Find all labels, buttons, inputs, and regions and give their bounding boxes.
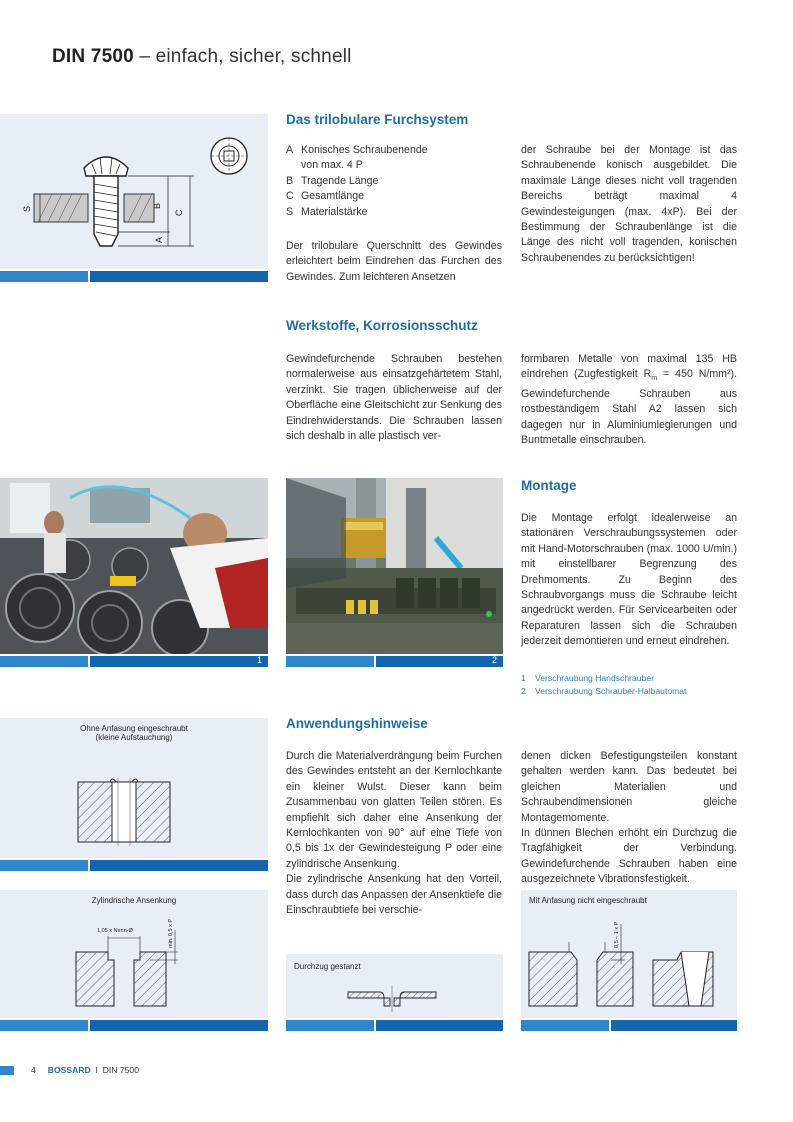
divider-bar <box>0 860 268 871</box>
legend-item: B Tragende Länge <box>286 174 379 187</box>
legend-item: S Materialstärke <box>286 205 368 218</box>
furchsystem-text-right: der Schraube bei der Montage ist das Schraubenende konisch ausgebildet. Die maximale Länge dieses nicht voll tragenden Bereichs beträgt maximal 4 Gewindesteigungen (max. 4xP). Bei der Bestimmung der Schraubenlänge ist die Länge des nicht voll tragenden, konischen Schraubenendes zu berücksichtigen! <box>521 144 737 264</box>
heading-anwendungshinweise: Anwendungshinweise <box>286 716 428 731</box>
fig2-dim-depth: min. 0,5 x P <box>168 918 174 948</box>
furchsystem-text-left: Der trilobulare Querschnitt des Gewindes erleichtert beim Eindrehen das Furchen des Gewindes. Zum leichteren Ansetzen <box>286 240 502 283</box>
fig2-dim-diameter: 1,05 x Nenn-Ø <box>97 928 133 934</box>
heading-werkstoffe: Werkstoffe, Korrosionsschutz <box>286 318 478 333</box>
fig4-dim-depth: 0,5 – 1 x P <box>614 921 620 948</box>
werkstoffe-text-right: formbaren Metalle von maximal 135 HB eindrehen (Zugfestigkeit $R_m = 450$ N/mm²). Gewindefurchende Schrauben aus rostbeständigem Stahl A2 lassen sich dagegen nur in Aluminiumlegierungen und Buntmetalle einschrauben. <box>521 353 738 447</box>
photo-handschrauber <box>0 478 268 654</box>
diagram-label-c: C <box>174 209 184 216</box>
divider-bar <box>0 271 268 282</box>
divider-bar <box>0 1020 268 1031</box>
figure-ohne-anfasung: Ohne Anfasung eingeschraubt (kleine Aufstauchung) <box>0 718 268 858</box>
legend-item: C Gesamtlänge <box>286 190 365 203</box>
footer-marker <box>0 1066 14 1075</box>
photo-captions <box>521 672 751 698</box>
diagram-label-a: A <box>154 236 164 243</box>
photo-caption: 2 Verschraubung Schrauber-Halbautomat <box>521 686 687 696</box>
legend-list <box>286 143 506 220</box>
hatched-block-left <box>78 782 112 842</box>
werkstoffe-text-left: Gewindefurchende Schrauben bestehen normalerweise aus einsatzgehärtetem Stahl, verzinkt. Sie tragen üblicherweise auf der Oberfläche eine Gleitschicht zur Senkung des Eindrehwiderstands. Die Schrauben lassen sich deshalb in alle plastisch ver- <box>286 353 502 443</box>
footer: 4 BOSSARD I DIN 7500 <box>31 1065 139 1075</box>
doc-name: DIN 7500 <box>102 1065 139 1075</box>
divider-bar <box>286 1020 503 1031</box>
figure-zylindrische-ansenkung: Zylindrische Ansenkung 1,05 x Nenn-Ø min. 0,5 x P <box>0 890 268 1018</box>
hatched-block-right <box>136 782 170 842</box>
montage-text: Die Montage erfolgt idealerweise an stationären Verschraubungssystemen oder mit Hand-Motorschrauben (max. 1000 U/min.) mit einstellbarer Begrenzung des Drehmoments. Zu Beginn des Schraubvorgangs muss die Schraube leicht angedrückt werden. Für Servicearbeiten oder Reparaturen lassen sich die Schrauben jederzeit demontieren und erneut eindrehen. <box>521 512 737 648</box>
legend-item: von max. 4 P <box>301 159 363 172</box>
photo2-caption-bar: 2 <box>286 656 503 667</box>
anwendung-text-right: denen dicken Befestigungsteilen konstant gehalten werden kann. Das bedeutet bei gleichen Materialien und Schraubendimensionen gleiche Montagemomente. In dünnen Blechen erhöht ein Durchzug die Tragfähigkeit der Verbindung. Gewindefurchende Schrauben haben eine ausgezeichnete Vibrationsfestigkeit. <box>521 750 737 886</box>
heading-furchsystem: Das trilobulare Furchsystem <box>286 112 469 127</box>
heading-montage: Montage <box>521 478 577 493</box>
diagram-label-s: S <box>22 205 32 212</box>
legend-item: A Konisches Schraubenende <box>286 144 428 156</box>
brand-name: BOSSARD <box>47 1065 91 1075</box>
figure-durchzug: Durchzug gestanzt <box>286 954 503 1018</box>
screw-cross-section-diagram <box>0 114 268 269</box>
page-number: 4 <box>31 1065 36 1075</box>
anwendung-text-left: Durch die Materialverdrängung beim Furchen des Gewindes entsteht an der Kernlochkante ein kleiner Wulst. Dieser kann beim Zusammenbau von glatten Teilen stören. Es empfiehlt sich daher eine Ansenkung der Kernlochkanten von 90° auf eine Tiefe von 0,5 bis 1x der Gewindesteigung P oder eine zylindrische Ansenkung. Die zylindrische Ansenkung hat den Vorteil, dass durch das Anpassen der Ansenktiefe die Einschraubtiefe bei verschie- <box>286 750 502 917</box>
page-title: DIN 7500 – einfach, sicher, schnell <box>52 46 352 67</box>
divider-bar <box>521 1020 737 1031</box>
screw-diagram-panel <box>0 114 268 269</box>
diagram-label-b: B <box>152 202 162 209</box>
figure-mit-anfasung: Mit Anfasung nicht eingeschraubt 0,5 – 1 x P <box>521 890 737 1018</box>
photo-halbautomat <box>286 478 503 654</box>
photo-caption: 1 Verschraubung Handschrauber <box>521 673 654 683</box>
photo1-caption-bar: 1 <box>0 656 268 667</box>
